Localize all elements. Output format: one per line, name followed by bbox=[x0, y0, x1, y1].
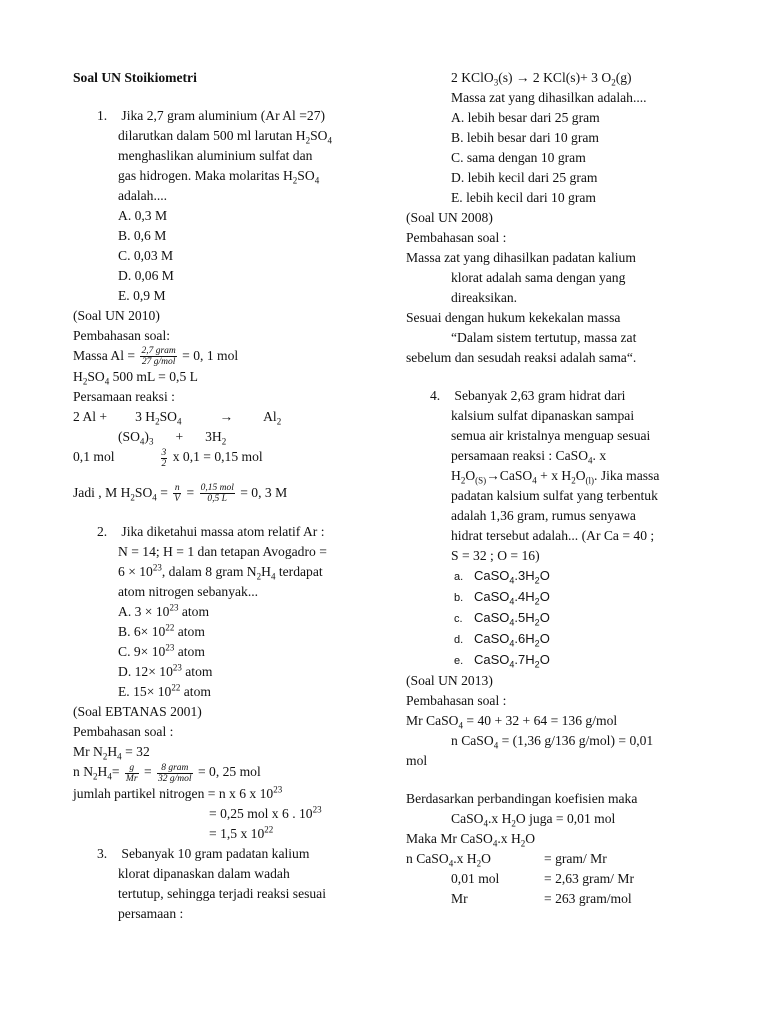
source: (Soal UN 2013) bbox=[406, 673, 493, 688]
option: e. $CaSO_4.7H_2O$ bbox=[454, 652, 550, 670]
option: D. 0,06 M bbox=[118, 268, 174, 283]
calc-row: 0,01 mol = 2,63 gram/ Mr bbox=[451, 871, 634, 886]
options-list bbox=[73, 206, 373, 306]
document-title: Soal UN Stoikiometri bbox=[73, 70, 197, 85]
option: A. 0,3 M bbox=[118, 208, 168, 223]
question-number: 3. bbox=[97, 845, 108, 861]
mol-equation: n $N_2H_4=$ $\frac{g}{Mr}$ = $\frac{\text{8 gram}}{\text{32 g/mol}}$ = 0, 25 mol bbox=[73, 762, 261, 784]
source: (Soal UN 2008) bbox=[406, 210, 493, 225]
question-3: 3. Sebanyak 10 gram padatan kalium klorat dipanaskan dalam wadah tertutup, sehingga terjadi reaksi sesuai persamaan : bbox=[97, 845, 326, 921]
option: C. $9\times 10^{23}$ atom bbox=[118, 642, 205, 660]
option: A. lebih besar dari 25 gram bbox=[451, 110, 600, 125]
question-4: 4. Sebanyak 2,63 gram hidrat dari kalsium sulfat dipanaskan sampai semua air kristalnya menguap sesuai persamaan reaksi : CaSO$_4$. x $H_2O_{(S)}\to CaSO_4 + x$ $H_2O_{(l)}$. Jika massa padatan kalsium sulfat yang terbentuk adalah 1,36 gram, rumus senyawa hidrat tersebut adalah... (Ar Ca = 40 ; S = 32 ; O = 16) a. $CaSO_4.3H_2O$ b. $CaSO_4.4H_2O$ c. $CaSO_4.5H_2O$ d. $CaSO_4.6H_2O$ e. $CaSO_4.7H_2O$ (Soal UN 2013) Pembahasan soal : Mr CaSO$_4$ = 40 + 32 + 64 = 136 g/mol n CaSO$_4$ = (1,36 g/136 g/mol) = 0,01 mol Berdasarkan perbandingan koefisien maka CaSO$_4$.x $H_2O$ juga = 0,01 mol Maka Mr CaSO$_4$.x $H_2O$ n CaSO$_4$.x $H_2O$ = gram/ Mr 0,01 mol = 2,63 gram/ Mr Mr = 263 gram/mol bbox=[406, 386, 706, 909]
reaction-line: 2 Al + 3 $H_2SO_4 \to Al_2$ bbox=[73, 409, 282, 428]
solution-heading: Pembahasan soal : bbox=[406, 230, 507, 245]
option: b. $CaSO_4.4H_2O$ bbox=[454, 589, 550, 607]
option: C. sama dengan 10 gram bbox=[451, 150, 586, 165]
option: A. $3 \times 10^{23}$ atom bbox=[118, 602, 210, 620]
source: (Soal UN 2010) bbox=[73, 308, 160, 323]
option: B. lebih besar dari 10 gram bbox=[451, 130, 599, 145]
question-number: 1. bbox=[97, 108, 108, 123]
options-list bbox=[73, 602, 373, 702]
option: B. 0,6 M bbox=[118, 228, 167, 243]
mass-equation: Massa Al = $\frac{\text{2,7 gram}}{\text{27 g/mol}}$ = 0, 1 mol bbox=[73, 346, 239, 368]
option: d. $CaSO_4.6H_2O$ bbox=[454, 631, 550, 649]
calc-row: Mr = 263 gram/mol bbox=[451, 891, 632, 906]
solution-heading: Pembahasan soal : bbox=[73, 724, 174, 740]
option: c. $CaSO_4.5H_2O$ bbox=[454, 610, 550, 628]
solution-heading: Pembahasan soal : bbox=[406, 693, 507, 708]
options-list bbox=[406, 566, 706, 671]
question-2: 2. Jika diketahui massa atom relatif Ar : N = 14; H = 1 dan tetapan Avogadro = $6 \times 10^{23}$, dalam 8 gram $N_2H_4$ terdapat atom nitrogen sebanyak... A. $3 \times 10^{23}$ atom B. $6\times 10^{22}$ atom C. $9\times 10^{23}$ atom D. $12\times 10^{23}$ atom E. $15\times 10^{22}$ atom (Soal EBTANAS 2001) Pembahasan soal : Mr $N_2H_4 = 32$ n $N_2H_4=$ $\frac{g}{Mr}$ = $\frac{\text{8 gram}}{\text{32 g/mol}}$ = 0, 25 mol jumlah partikel nitrogen = n x 6 x $10^{23}$ = 0,25 mol x 6 . $10^{23}$ = 1,5 x $10^{22}$ bbox=[73, 522, 373, 843]
question-1: 1. Jika 2,7 gram aluminium (Ar Al =27) dilarutkan dalam 500 ml larutan $H_2SO_4$ menghaslikan aluminium sulfat dan gas hidrogen. Maka molaritas $H_2SO_4$ adalah.... A. 0,3 M B. 0,6 M C. 0,03 M D. 0,06 M E. 0,9 M (Soal UN 2010) Pembahasan soal: Massa Al = $\frac{\text{2,7 gram}}{\text{27 g/mol}}$ = 0, 1 mol $H_2SO_4$ 500 mL = 0,5 L Persamaan reaksi : 2 Al + 3 $H_2SO_4 \to Al_2$ $(SO_4)_3 + 3H_2$ 0,1 mol $\frac{3}{2}$ x 0,1 = 0,15 mol Jadi , M $H_2SO_4$ = $\frac{n}{V}$ = $\frac{\text{0,15 mol}}{0,5 L}$ = 0, 3 M bbox=[73, 106, 373, 504]
left-column bbox=[73, 68, 373, 924]
option: a. $CaSO_4.3H_2O$ bbox=[454, 568, 550, 586]
reaction-equation: 2 KClO$_3$(s) → 2 KCl(s)+ 3 $O_2(g)$ bbox=[451, 70, 632, 88]
option: B. $6\times 10^{22}$ atom bbox=[118, 622, 205, 640]
calc-row: n CaSO$_4$.x $H_2O$ = gram/ Mr bbox=[406, 851, 607, 869]
source: (Soal EBTANAS 2001) bbox=[73, 704, 202, 720]
question-number: 2. bbox=[97, 524, 108, 540]
mol-line: 0,1 mol $\frac{3}{2}$ x 0,1 = 0,15 mol bbox=[73, 447, 263, 469]
molarity-equation: Jadi , M $H_2SO_4$ = $\frac{n}{V}$ = $\frac{\text{0,15 mol}}{0,5 L}$ = 0, 3 M bbox=[73, 483, 288, 505]
option: D. $12\times 10^{23}$ atom bbox=[118, 662, 213, 680]
option: C. 0,03 M bbox=[118, 248, 174, 263]
option: D. lebih kecil dari 25 gram bbox=[451, 170, 598, 185]
question-number: 4. bbox=[430, 388, 441, 403]
option: E. $15\times 10^{22}$ atom bbox=[118, 682, 211, 700]
options-list bbox=[406, 108, 706, 208]
option: E. 0,9 M bbox=[118, 288, 166, 303]
right-column bbox=[406, 68, 706, 909]
option: E. lebih kecil dari 10 gram bbox=[451, 190, 596, 205]
question-3-continued: 2 KClO$_3$(s) → 2 KCl(s)+ 3 $O_2(g)$ Massa zat yang dihasilkan adalah.... A. lebih besar dari 25 gram B. lebih besar dari 10 gram C. sama dengan 10 gram D. lebih kecil dari 25 gram E. lebih kecil dari 10 gram (Soal UN 2008) Pembahasan soal : Massa zat yang dihasilkan padatan kalium klorat adalah sama dengan yang direaksikan. Sesuai dengan hukum kekekalan massa “Dalam sistem tertutup, massa zat sebelum dan sesudah reaksi adalah sama“. bbox=[406, 68, 706, 368]
solution-heading: Pembahasan soal: bbox=[73, 328, 171, 343]
